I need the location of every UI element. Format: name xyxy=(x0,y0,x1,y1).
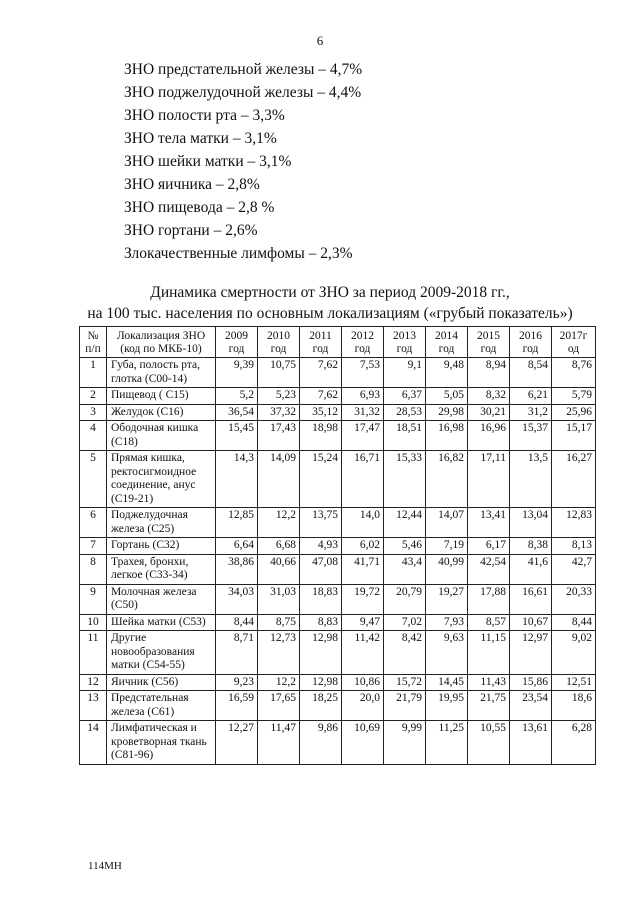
table-cell-value: 43,4 xyxy=(384,554,426,584)
table-cell-value: 9,39 xyxy=(216,358,258,388)
col-header-number: № п/п xyxy=(80,327,107,358)
table-cell-value: 12,85 xyxy=(216,508,258,538)
table-header-row xyxy=(80,327,596,358)
table-cell-value: 12,98 xyxy=(300,631,342,675)
table-cell-value: 12,2 xyxy=(258,674,300,691)
table-cell-value: 15,33 xyxy=(384,451,426,508)
col-header-2009: 2009 год xyxy=(216,327,258,358)
row-location: Молочная железа (С50) xyxy=(107,584,216,614)
table-cell-value: 9,86 xyxy=(300,721,342,765)
table-cell-value: 8,57 xyxy=(468,614,510,631)
table-cell-value: 12,98 xyxy=(300,674,342,691)
row-number: 7 xyxy=(80,538,107,555)
row-location: Прямая кишка, ректосигмоидное соединение, анус (С19-21) xyxy=(107,451,216,508)
table-cell-value: 10,55 xyxy=(468,721,510,765)
table-cell-value: 7,02 xyxy=(384,614,426,631)
table-cell-value: 9,47 xyxy=(342,614,384,631)
table-cell-value: 9,02 xyxy=(552,631,596,675)
table-row xyxy=(80,584,596,614)
table-cell-value: 8,38 xyxy=(510,538,552,555)
list-item: ЗНО пищевода – 2,8 % xyxy=(124,199,275,216)
row-number: 10 xyxy=(80,614,107,631)
table-cell-value: 21,75 xyxy=(468,691,510,721)
table-cell-value: 7,53 xyxy=(342,358,384,388)
table-cell-value: 8,42 xyxy=(384,631,426,675)
table-cell-value: 18,6 xyxy=(552,691,596,721)
row-location: Трахея, бронхи, легкое (С33-34) xyxy=(107,554,216,584)
table-cell-value: 8,54 xyxy=(510,358,552,388)
table-cell-value: 14,0 xyxy=(342,508,384,538)
row-location: Шейка матки (С53) xyxy=(107,614,216,631)
table-cell-value: 38,86 xyxy=(216,554,258,584)
col-header-2011: 2011 год xyxy=(300,327,342,358)
table-cell-value: 41,71 xyxy=(342,554,384,584)
row-location: Губа, полость рта, глотка (С00-14) xyxy=(107,358,216,388)
table-cell-value: 5,79 xyxy=(552,388,596,405)
col-header-2013: 2013 год xyxy=(384,327,426,358)
table-cell-value: 17,47 xyxy=(342,421,384,451)
table-cell-value: 11,43 xyxy=(468,674,510,691)
row-location: Ободочная кишка (С18) xyxy=(107,421,216,451)
percent-list xyxy=(124,58,362,265)
table-cell-value: 11,47 xyxy=(258,721,300,765)
table-cell-value: 7,19 xyxy=(426,538,468,555)
table-cell-value: 16,98 xyxy=(426,421,468,451)
table-cell-value: 14,09 xyxy=(258,451,300,508)
table-cell-value: 20,33 xyxy=(552,584,596,614)
table-cell-value: 14,07 xyxy=(426,508,468,538)
table-cell-value: 25,96 xyxy=(552,404,596,421)
table-cell-value: 15,86 xyxy=(510,674,552,691)
list-item: ЗНО гортани – 2,6% xyxy=(124,222,258,239)
table-row xyxy=(80,358,596,388)
table-cell-value: 6,37 xyxy=(384,388,426,405)
table-cell-value: 8,76 xyxy=(552,358,596,388)
table-cell-value: 31,03 xyxy=(258,584,300,614)
table-cell-value: 8,13 xyxy=(552,538,596,555)
table-cell-value: 10,75 xyxy=(258,358,300,388)
table-cell-value: 6,02 xyxy=(342,538,384,555)
row-location: Лимфатическая и кроветворная ткань (С81-96) xyxy=(107,721,216,765)
row-number: 8 xyxy=(80,554,107,584)
table-cell-value: 15,24 xyxy=(300,451,342,508)
table-cell-value: 40,66 xyxy=(258,554,300,584)
table-cell-value: 6,28 xyxy=(552,721,596,765)
table-cell-value: 5,46 xyxy=(384,538,426,555)
table-cell-value: 31,32 xyxy=(342,404,384,421)
table-cell-value: 19,27 xyxy=(426,584,468,614)
table-cell-value: 16,59 xyxy=(216,691,258,721)
table-cell-value: 17,43 xyxy=(258,421,300,451)
table-cell-value: 14,45 xyxy=(426,674,468,691)
table-cell-value: 35,12 xyxy=(300,404,342,421)
table-row xyxy=(80,451,596,508)
table-cell-value: 17,11 xyxy=(468,451,510,508)
table-cell-value: 40,99 xyxy=(426,554,468,584)
table-cell-value: 18,51 xyxy=(384,421,426,451)
col-header-2014: 2014 год xyxy=(426,327,468,358)
document-code: 114МН xyxy=(88,860,122,872)
row-location: Пищевод ( С15) xyxy=(107,388,216,405)
table-cell-value: 9,99 xyxy=(384,721,426,765)
table-cell-value: 9,48 xyxy=(426,358,468,388)
col-header-2016: 2016 год xyxy=(510,327,552,358)
table-cell-value: 12,44 xyxy=(384,508,426,538)
row-number: 6 xyxy=(80,508,107,538)
table-cell-value: 16,61 xyxy=(510,584,552,614)
table-cell-value: 42,54 xyxy=(468,554,510,584)
table-cell-value: 21,79 xyxy=(384,691,426,721)
table-cell-value: 13,61 xyxy=(510,721,552,765)
table-cell-value: 17,65 xyxy=(258,691,300,721)
row-number: 1 xyxy=(80,358,107,388)
row-number: 9 xyxy=(80,584,107,614)
table-cell-value: 16,71 xyxy=(342,451,384,508)
table-cell-value: 14,3 xyxy=(216,451,258,508)
table-cell-value: 8,44 xyxy=(552,614,596,631)
col-header-2012: 2012 год xyxy=(342,327,384,358)
table-cell-value: 12,51 xyxy=(552,674,596,691)
table-cell-value: 15,17 xyxy=(552,421,596,451)
table-cell-value: 41,6 xyxy=(510,554,552,584)
row-number: 5 xyxy=(80,451,107,508)
table-cell-value: 34,03 xyxy=(216,584,258,614)
list-item: ЗНО поджелудочной железы – 4,4% xyxy=(124,84,362,101)
table-cell-value: 8,71 xyxy=(216,631,258,675)
row-number: 2 xyxy=(80,388,107,405)
mortality-table xyxy=(79,326,596,765)
table-cell-value: 11,15 xyxy=(468,631,510,675)
row-number: 13 xyxy=(80,691,107,721)
table-cell-value: 15,72 xyxy=(384,674,426,691)
row-number: 3 xyxy=(80,404,107,421)
table-row xyxy=(80,721,596,765)
table-cell-value: 17,88 xyxy=(468,584,510,614)
table-cell-value: 12,2 xyxy=(258,508,300,538)
table-cell-value: 12,83 xyxy=(552,508,596,538)
table-row xyxy=(80,421,596,451)
table-cell-value: 6,64 xyxy=(216,538,258,555)
table-cell-value: 19,72 xyxy=(342,584,384,614)
row-number: 4 xyxy=(80,421,107,451)
table-cell-value: 28,53 xyxy=(384,404,426,421)
table-cell-value: 23,54 xyxy=(510,691,552,721)
table-cell-value: 16,27 xyxy=(552,451,596,508)
row-number: 14 xyxy=(80,721,107,765)
row-location: Желудок (С16) xyxy=(107,404,216,421)
table-cell-value: 7,62 xyxy=(300,388,342,405)
table-cell-value: 36,54 xyxy=(216,404,258,421)
table-cell-value: 20,79 xyxy=(384,584,426,614)
table-cell-value: 7,93 xyxy=(426,614,468,631)
table-cell-value: 13,04 xyxy=(510,508,552,538)
col-header-location: Локализация ЗНО (код по МКБ-10) xyxy=(107,327,216,358)
row-location: Поджелудочная железа (С25) xyxy=(107,508,216,538)
row-number: 11 xyxy=(80,631,107,675)
table-cell-value: 18,25 xyxy=(300,691,342,721)
table-cell-value: 13,5 xyxy=(510,451,552,508)
table-cell-value: 11,42 xyxy=(342,631,384,675)
table-cell-value: 42,7 xyxy=(552,554,596,584)
table-cell-value: 8,44 xyxy=(216,614,258,631)
table-cell-value: 6,68 xyxy=(258,538,300,555)
table-cell-value: 20,0 xyxy=(342,691,384,721)
table-cell-value: 6,21 xyxy=(510,388,552,405)
table-cell-value: 11,25 xyxy=(426,721,468,765)
table-cell-value: 47,08 xyxy=(300,554,342,584)
table-cell-value: 5,05 xyxy=(426,388,468,405)
table-cell-value: 6,93 xyxy=(342,388,384,405)
row-location: Другие новообразования матки (С54-55) xyxy=(107,631,216,675)
row-number: 12 xyxy=(80,674,107,691)
table-row xyxy=(80,538,596,555)
table-row xyxy=(80,554,596,584)
table-cell-value: 5,2 xyxy=(216,388,258,405)
page-number: 6 xyxy=(316,33,324,48)
list-item: Злокачественные лимфомы – 2,3% xyxy=(124,245,353,262)
list-item: ЗНО шейки матки – 3,1% xyxy=(124,153,292,170)
table-row xyxy=(80,404,596,421)
table-cell-value: 6,17 xyxy=(468,538,510,555)
table-cell-value: 19,95 xyxy=(426,691,468,721)
col-header-2015: 2015 год xyxy=(468,327,510,358)
table-cell-value: 18,83 xyxy=(300,584,342,614)
list-item: ЗНО полости рта – 3,3% xyxy=(124,107,285,124)
table-cell-value: 16,96 xyxy=(468,421,510,451)
table-cell-value: 9,1 xyxy=(384,358,426,388)
table-cell-value: 29,98 xyxy=(426,404,468,421)
table-cell-value: 16,82 xyxy=(426,451,468,508)
table-cell-value: 8,32 xyxy=(468,388,510,405)
table-cell-value: 10,69 xyxy=(342,721,384,765)
table-row xyxy=(80,508,596,538)
table-cell-value: 13,41 xyxy=(468,508,510,538)
table-row xyxy=(80,388,596,405)
list-item: ЗНО тела матки – 3,1% xyxy=(124,130,277,147)
table-row xyxy=(80,631,596,675)
table-cell-value: 9,23 xyxy=(216,674,258,691)
table-row xyxy=(80,614,596,631)
table-cell-value: 4,93 xyxy=(300,538,342,555)
table-cell-value: 5,23 xyxy=(258,388,300,405)
table-cell-value: 31,2 xyxy=(510,404,552,421)
list-item: ЗНО яичника – 2,8% xyxy=(124,176,260,193)
table-title: Динамика смертности от ЗНО за период 2009-2018 гг., xyxy=(150,284,510,301)
table-cell-value: 12,73 xyxy=(258,631,300,675)
col-header-2010: 2010 год xyxy=(258,327,300,358)
col-header-2017: 2017г од xyxy=(552,327,596,358)
table-cell-value: 10,86 xyxy=(342,674,384,691)
table-row xyxy=(80,674,596,691)
row-location: Гортань (С32) xyxy=(107,538,216,555)
table-cell-value: 8,75 xyxy=(258,614,300,631)
table-cell-value: 13,75 xyxy=(300,508,342,538)
row-location: Предстательная железа (С61) xyxy=(107,691,216,721)
table-cell-value: 8,94 xyxy=(468,358,510,388)
row-location: Яичник (С56) xyxy=(107,674,216,691)
table-subtitle: на 100 тыс. населения по основным локализациям («грубый показатель») xyxy=(87,305,573,322)
list-item: ЗНО предстательной железы – 4,7% xyxy=(124,61,363,78)
table-cell-value: 15,45 xyxy=(216,421,258,451)
table-cell-value: 8,83 xyxy=(300,614,342,631)
table-cell-value: 30,21 xyxy=(468,404,510,421)
table-cell-value: 12,27 xyxy=(216,721,258,765)
table-cell-value: 15,37 xyxy=(510,421,552,451)
table-row xyxy=(80,691,596,721)
table-cell-value: 37,32 xyxy=(258,404,300,421)
table-cell-value: 10,67 xyxy=(510,614,552,631)
table-cell-value: 12,97 xyxy=(510,631,552,675)
table-cell-value: 7,62 xyxy=(300,358,342,388)
table-cell-value: 9,63 xyxy=(426,631,468,675)
table-cell-value: 18,98 xyxy=(300,421,342,451)
